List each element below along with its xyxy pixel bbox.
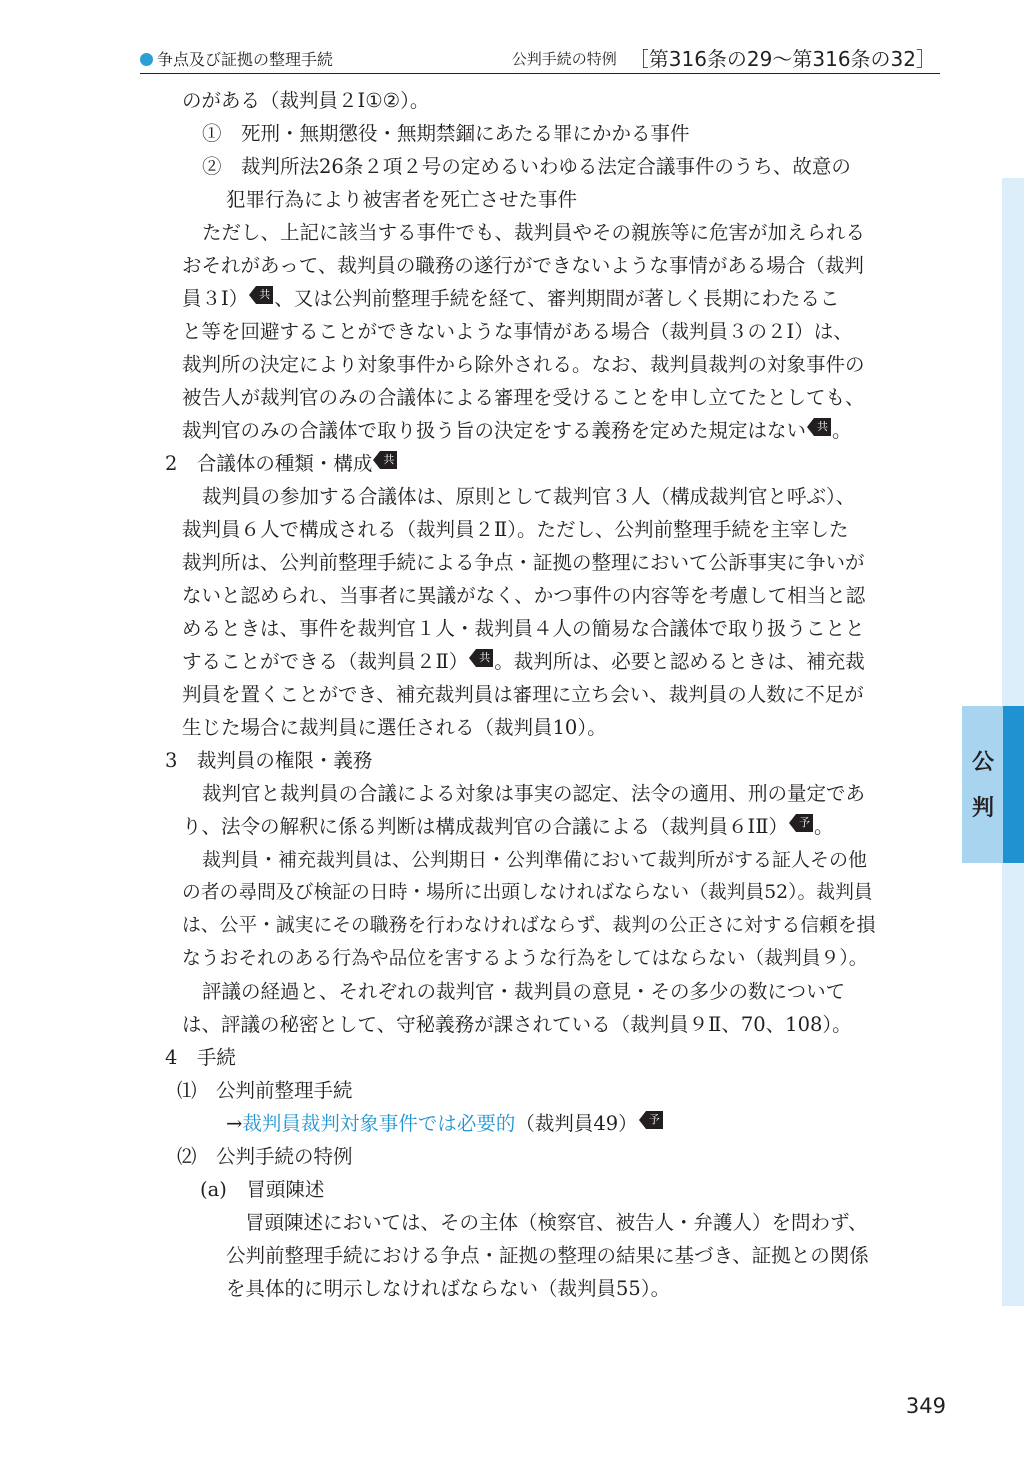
body-line: 犯罪行為により被害者を死亡させた事件 bbox=[226, 188, 578, 211]
text-span: 。 bbox=[813, 815, 834, 838]
body-line: 裁判官と裁判員の合議による対象は事実の認定、法令の適用、刑の量定であ bbox=[202, 782, 866, 805]
yo-mark-icon: 予 bbox=[639, 1111, 663, 1141]
body-line: 冒頭陳述においては、その主体（検察官、被告人・弁護人）を問わず、 bbox=[245, 1211, 868, 1234]
body-line: 裁判所の決定により対象事件から除外される。なお、裁判員裁判の対象事件の bbox=[182, 353, 865, 376]
body-line: 生じた場合に裁判員に選任される（裁判員10）。 bbox=[182, 716, 607, 739]
running-header bbox=[140, 45, 940, 74]
text-span: することができる（裁判員２Ⅱ） bbox=[182, 650, 469, 673]
body-line: 判員を置くことができ、補充裁判員は審理に立ち会い、裁判員の人数に不足が bbox=[182, 683, 864, 706]
body-line: と等を回避することができないような事情がある場合（裁判員３の２Ⅰ）は、 bbox=[182, 320, 853, 343]
page-number: 349 bbox=[905, 1394, 946, 1418]
body-line bbox=[182, 416, 852, 448]
section-heading: 2 合議体の種類・構成 共 bbox=[165, 449, 398, 481]
kyo-mark-icon: 共 bbox=[469, 649, 493, 679]
body-line: 評議の経過と、それぞれの裁判官・裁判員の意見・その多少の数について bbox=[202, 980, 846, 1003]
subsection-heading: ⑵ 公判手続の特例 bbox=[177, 1145, 353, 1168]
text-span: り、法令の解釈に係る判断は構成裁判官の合議による（裁判員６ⅠⅡ） bbox=[182, 815, 788, 838]
body-line: なうおそれのある行為や品位を害するような行為をしてはならない（裁判員９）。 bbox=[182, 948, 868, 969]
side-index-label: 公判 bbox=[971, 750, 994, 821]
body-line: 公判前整理手続における争点・証拠の整理の結果に基づき、証拠との関係 bbox=[226, 1244, 869, 1267]
kyo-mark-icon: 共 bbox=[373, 451, 397, 481]
header-right bbox=[512, 43, 936, 72]
section-heading: 4 手続 bbox=[165, 1046, 236, 1069]
yo-mark-icon: 予 bbox=[789, 814, 813, 844]
body-line bbox=[182, 284, 839, 316]
item-heading: (a) 冒頭陳述 bbox=[200, 1178, 325, 1201]
body-line: ないと認められ、当事者に異議がなく、かつ事件の内容等を考慮して相当と認 bbox=[182, 584, 866, 607]
body-line: めるときは、事件を裁判官１人・裁判員４人の簡易な合議体で取り扱うことと bbox=[182, 617, 865, 640]
header-section-title: 争点及び証拠の整理手続 bbox=[157, 50, 334, 69]
arrow-icon: → bbox=[226, 1112, 243, 1135]
header-section bbox=[140, 47, 333, 70]
kyo-mark-icon: 共 bbox=[249, 286, 273, 316]
body-line: ただし、上記に該当する事件でも、裁判員やその親族等に危害が加えられる bbox=[202, 221, 866, 244]
section-heading: 3 裁判員の権限・義務 bbox=[165, 749, 373, 772]
bullet-dot-icon bbox=[140, 53, 153, 66]
text-span: 。 bbox=[832, 419, 852, 442]
text-span: （裁判員49） bbox=[515, 1112, 638, 1135]
body-line: 裁判員の参加する合議体は、原則として裁判官３人（構成裁判官と呼ぶ）、 bbox=[202, 485, 856, 508]
body-line bbox=[226, 1109, 664, 1141]
body-line: 裁判所は、公判前整理手続による争点・証拠の整理において公訴事実に争いが bbox=[182, 551, 865, 574]
body-line: は、評議の秘密として、守秘義務が課されている（裁判員９Ⅱ、70、108）。 bbox=[182, 1013, 852, 1036]
list-item: ② 裁判所法26条２項２号の定めるいわゆる法定合議事件のうち、故意の bbox=[202, 155, 851, 178]
body-line: 裁判員６人で構成される（裁判員２Ⅱ）。ただし、公判前整理手続を主宰した bbox=[182, 518, 849, 541]
text-span: 裁判官のみの合議体で取り扱う旨の決定をする義務を定めた規定はない bbox=[182, 419, 807, 442]
body-line: おそれがあって、裁判員の職務の遂行ができないような事情がある場合（裁判 bbox=[182, 254, 864, 277]
kyo-mark-icon: 共 bbox=[807, 418, 831, 448]
text-span: 。裁判所は、必要と認めるときは、補充裁 bbox=[494, 650, 865, 673]
body-line: は、公平・誠実にその職務を行わなければならず、裁判の公正さに対する信頼を損 bbox=[182, 915, 876, 936]
text-span: 、又は公判前整理手続を経て、審判期間が著しく長期にわたるこ bbox=[274, 287, 840, 310]
list-item: ① 死刑・無期懲役・無期禁錮にあたる罪にかかる事件 bbox=[202, 122, 690, 145]
body-line bbox=[182, 812, 833, 844]
body-line: 被告人が裁判官のみの合議体による審理を受けることを申し立てたとしても、 bbox=[182, 386, 865, 409]
header-subtitle: 公判手続の特例 bbox=[511, 50, 617, 68]
body-line: のがある（裁判員２Ⅰ①②）。 bbox=[182, 89, 430, 112]
subsection-heading: ⑴ 公判前整理手続 bbox=[177, 1079, 353, 1102]
header-article-range: ［第316条の29～第316条の32］ bbox=[628, 47, 936, 71]
body-line: を具体的に明示しなければならない（裁判員55）。 bbox=[226, 1277, 671, 1300]
body-line: 裁判員・補充裁判員は、公判期日・公判準備において裁判所がする証人その他 bbox=[202, 849, 868, 871]
body-line bbox=[182, 647, 865, 679]
text-span: 員３Ⅰ） bbox=[182, 287, 249, 310]
body-line: の者の尋問及び検証の日時・場所に出頭しなければならない（裁判員52）。裁判員 bbox=[182, 882, 873, 903]
side-index-tab-accent bbox=[1003, 706, 1024, 863]
highlight-text: 裁判員裁判対象事件では必要的 bbox=[242, 1112, 516, 1135]
